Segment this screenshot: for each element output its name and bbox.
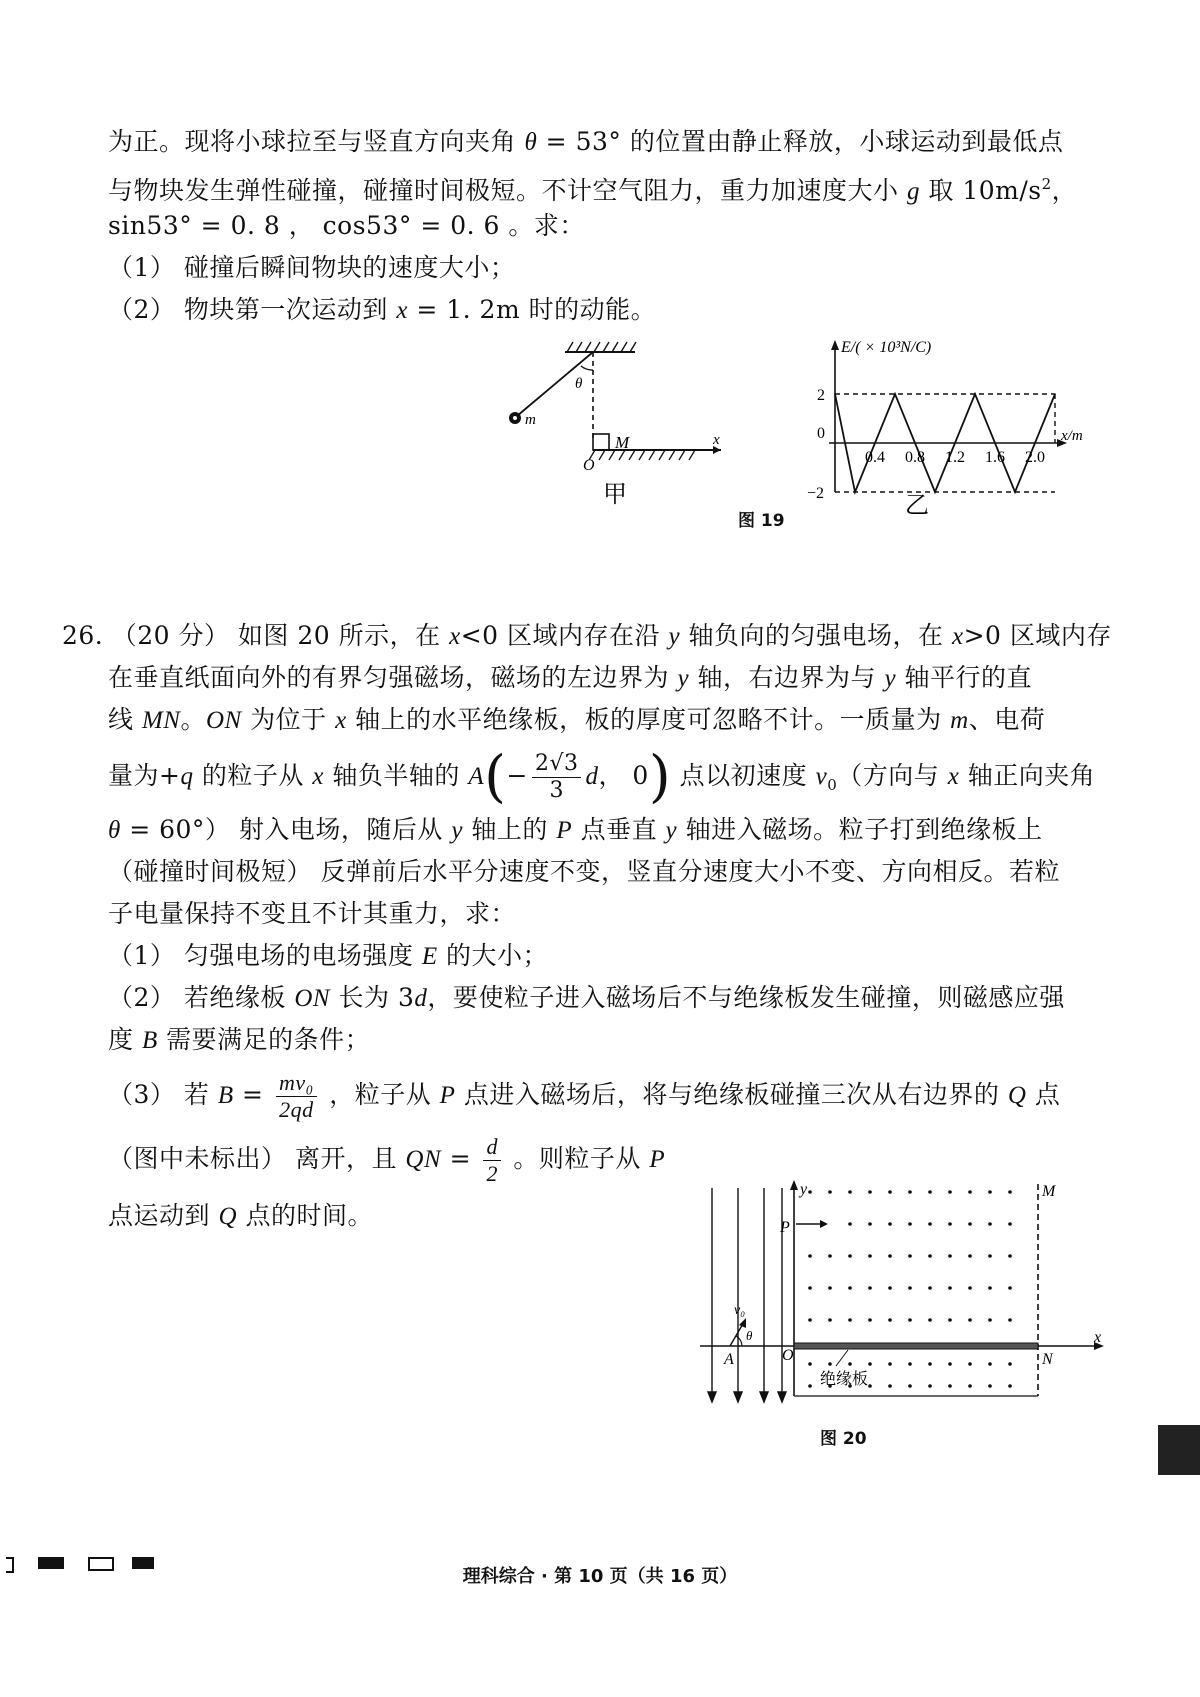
q26-line-6: （碰撞时间极短） 反弹前后水平分速度不变，竖直分速度大小不变、方向相反。若粒 (108, 857, 1060, 886)
field-dot (888, 1222, 892, 1226)
field-dot (928, 1318, 932, 1322)
insulating-board (794, 1343, 1038, 1349)
q26-subq-3-end: 点运动到 Q 点的时间。 (108, 1201, 373, 1230)
field-dot (808, 1286, 812, 1290)
figure-19-yi-chart (805, 340, 1105, 540)
q26-subq-3-cont: （图中未标出） 离开，且 QN = $\frac{d}{2}$ 。则粒子从 P (108, 1134, 666, 1186)
x-axis-label: x (713, 432, 720, 448)
field-dot (948, 1362, 952, 1366)
point-m-label: M (1042, 1183, 1056, 1200)
field-dot (848, 1222, 852, 1226)
series-point (934, 491, 936, 493)
field-dot (868, 1254, 872, 1258)
field-dot (968, 1384, 972, 1388)
series-point (1014, 491, 1016, 493)
field-dot (888, 1384, 892, 1388)
series-point (854, 491, 856, 493)
field-dot (968, 1222, 972, 1226)
x-tick-label: 1.2 (945, 449, 965, 466)
q26-subq-2: （2） 若绝缘板 ON 长为 3d，要使粒子进入磁场后不与绝缘板发生碰撞，则磁感应强 (108, 983, 1065, 1012)
field-dot (828, 1254, 832, 1258)
field-dot (968, 1362, 972, 1366)
field-dot (908, 1286, 912, 1290)
field-dot (868, 1384, 872, 1388)
y-tick-label: 2 (817, 387, 825, 404)
field-dot (848, 1318, 852, 1322)
q25-line-1: 为正。现将小球拉至与竖直方向夹角 θ = 53° 的位置由静止释放，小球运动到最低点 (108, 127, 1064, 156)
series-point (834, 393, 836, 395)
field-dot (1008, 1190, 1012, 1194)
field-dot (968, 1318, 972, 1322)
field-dot (868, 1318, 872, 1322)
field-dot (888, 1254, 892, 1258)
field-dot (928, 1286, 932, 1290)
field-dot (1008, 1286, 1012, 1290)
q25-line-2: 与物块发生弹性碰撞，碰撞时间极短。不计空气阻力，重力加速度大小 g 取 $10m/s^2$， (108, 175, 1078, 205)
field-dot (948, 1318, 952, 1322)
field-dot (928, 1254, 932, 1258)
field-dot (848, 1286, 852, 1290)
point-a-label: A (724, 1351, 734, 1368)
field-dot (988, 1222, 992, 1226)
field-dot (928, 1190, 932, 1194)
field-dot (908, 1362, 912, 1366)
board-label: 绝缘板 (820, 1369, 869, 1388)
field-dot (808, 1362, 812, 1366)
field-dot (868, 1222, 872, 1226)
field-dot (988, 1318, 992, 1322)
origin-label: O (782, 1347, 794, 1364)
origin-label: 0 (817, 425, 825, 442)
field-dot (988, 1362, 992, 1366)
field-dot (948, 1222, 952, 1226)
q25-subq-1: （1） 碰撞后瞬间物块的速度大小； (108, 253, 516, 282)
page-footer: 理科综合 · 第 10 页（共 16 页） (462, 1566, 738, 1587)
field-dot (848, 1254, 852, 1258)
field-dot (948, 1190, 952, 1194)
sub-figure-label: 乙 (905, 491, 929, 519)
field-dot (908, 1190, 912, 1194)
field-dot (808, 1318, 812, 1322)
fraction-mv0-over-2qd: $\frac{\text{mv₀}}{2qd}$ (276, 1070, 317, 1123)
field-dot (968, 1190, 972, 1194)
field-dot (1008, 1318, 1012, 1322)
figure-19-caption: 图 19 (738, 511, 785, 531)
field-dot (988, 1190, 992, 1194)
field-dot (1008, 1254, 1012, 1258)
fraction-d-over-2: $\frac{d}{2}$ (483, 1134, 501, 1187)
q26-line-3: 线 MN。ON 为位于 x 轴上的水平绝缘板，板的厚度可忽略不计。一质量为 m、电荷 (108, 705, 1046, 734)
figure-20-caption: 图 20 (820, 1429, 867, 1449)
figure-19-jia (495, 330, 755, 530)
series-point (974, 393, 976, 395)
field-dot (928, 1362, 932, 1366)
y-axis-label: E/( × 10³N/C) (841, 340, 932, 356)
q26-subq-3: （3） 若 B = $\frac{\text{mv₀}}{2qd}$ ，粒子从 P 点进入磁场后，将与绝缘板碰撞三次从右边界的 Q 点 (108, 1070, 1061, 1122)
point-p-label: P (780, 1219, 790, 1236)
x-tick-label: 2.0 (1025, 449, 1045, 466)
q26-subq-2-cont: 度 B 需要满足的条件； (108, 1025, 371, 1054)
field-dot (888, 1362, 892, 1366)
field-dot (848, 1362, 852, 1366)
field-dot (908, 1222, 912, 1226)
series-point (1054, 393, 1056, 395)
field-dot (988, 1384, 992, 1388)
field-dot (948, 1286, 952, 1290)
y-tick-label: −2 (807, 485, 825, 502)
block-mass-label: M (615, 433, 630, 452)
q26-line-4: 量为+q 的粒子从 x 轴负半轴的 A(− $\frac{2√3}{3}$ d， 0) 点以初速度 $v_0$（方向与 x 轴正向夹角 (108, 744, 1096, 810)
field-dot (968, 1254, 972, 1258)
velocity-label: v₀ (734, 1303, 746, 1318)
x-axis-label: x (1094, 1329, 1102, 1346)
electric-field-lines (708, 1188, 786, 1402)
q26-line-5: θ = 60°） 射入电场，随后从 y 轴上的 P 点垂直 y 轴进入磁场。粒子打到绝缘板上 (108, 815, 1043, 844)
q25-line-3: sin53° = 0. 8 ， cos53° = 0. 6 。求： (108, 211, 585, 240)
figure-20 (690, 1180, 1110, 1420)
field-dot (908, 1384, 912, 1388)
theta-label: θ (746, 1328, 753, 1343)
ball-mass-label: m (525, 412, 536, 428)
field-dot (868, 1190, 872, 1194)
field-dot (908, 1254, 912, 1258)
field-dot (828, 1190, 832, 1194)
field-dot (828, 1362, 832, 1366)
field-dot (808, 1190, 812, 1194)
field-dot (1008, 1222, 1012, 1226)
origin-label: O (583, 457, 595, 474)
q26-line-2: 在垂直纸面向外的有界匀强磁场，磁场的左边界为 y 轴，右边界为与 y 轴平行的直 (108, 663, 1033, 692)
x-tick-label: 0.8 (905, 449, 925, 466)
x-tick-label: 0.4 (865, 449, 885, 466)
field-dot (928, 1222, 932, 1226)
q25-subq-2: （2） 物块第一次运动到 x = 1. 2m 时的动能。 (108, 295, 657, 324)
field-dot (828, 1286, 832, 1290)
q26-subq-1: （1） 匀强电场的电场强度 E 的大小； (108, 941, 549, 970)
fraction-2root3-over-3: $\frac{2√3}{3}$ (532, 751, 582, 804)
field-dot (848, 1190, 852, 1194)
field-dot (1008, 1362, 1012, 1366)
field-dot (948, 1254, 952, 1258)
field-dot (888, 1190, 892, 1194)
x-axis-label: x/m (1061, 428, 1083, 444)
theta-label: θ (575, 376, 583, 392)
point-n-label: N (1042, 1351, 1053, 1368)
sub-figure-label: 甲 (603, 480, 627, 508)
field-dot (988, 1286, 992, 1290)
y-axis-label: y (800, 1181, 808, 1198)
field-dot (948, 1384, 952, 1388)
field-dot (928, 1384, 932, 1388)
q26-line-1: 26. （20 分） 如图 20 所示，在 x<0 区域内存在沿 y 轴负向的匀强电场，在 x>0 区域内存 (62, 621, 1112, 650)
field-dot (828, 1318, 832, 1322)
field-dot (868, 1362, 872, 1366)
edge-tab-mark (1158, 1425, 1200, 1475)
field-dot (888, 1286, 892, 1290)
q26-line-7: 子电量保持不变且不计其重力，求： (108, 899, 517, 928)
series-point (894, 393, 896, 395)
field-dot (888, 1318, 892, 1322)
x-tick-label: 1.6 (985, 449, 1005, 466)
field-dot (808, 1384, 812, 1388)
field-dot (968, 1286, 972, 1290)
field-dot (908, 1318, 912, 1322)
field-dot (868, 1286, 872, 1290)
field-dot (808, 1254, 812, 1258)
field-dot (988, 1254, 992, 1258)
magnetic-field-dots (808, 1190, 1012, 1388)
field-dot (1008, 1384, 1012, 1388)
